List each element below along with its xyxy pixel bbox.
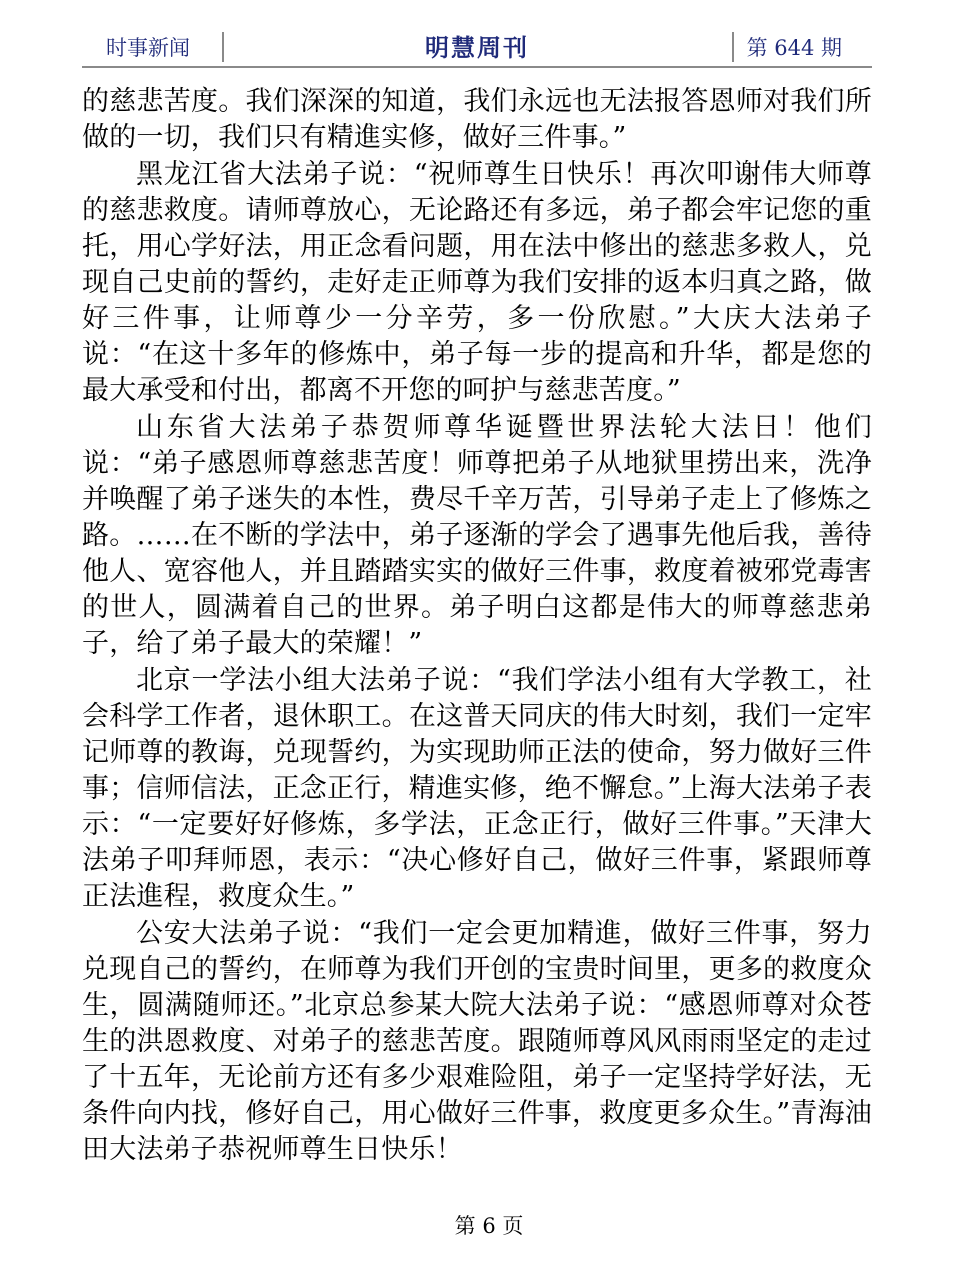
- publication-title: 明慧周刊: [425, 33, 529, 62]
- page-header: [82, 22, 872, 68]
- section-label: 时事新闻: [106, 36, 190, 60]
- header-rule: [82, 66, 872, 68]
- paragraph: 黑龙江省大法弟子说：“祝师尊生日快乐！再次叩谢伟大师尊的慈悲救度。请师尊放心，无论路还有多远，弟子都会牢记您的重托，用心学好法，用正念看问题，用在法中修出的慈悲多救人，兑现自己史前的誓约，走好走正师尊为我们安排的返本归真之路，做好三件事，让师尊少一分辛劳，多一份欣慰。”大庆大法弟子说：“在这十多年的修炼中，弟子每一步的提高和升华，都是您的最大承受和付出，都离不开您的呵护与慈悲苦度。”: [82, 159, 872, 406]
- paragraph-continued: 的慈悲苦度。我们深深的知道，我们永远也无法报答恩师对我们所做的一切，我们只有精進实修，做好三件事。”: [82, 86, 872, 153]
- paragraph: 北京一学法小组大法弟子说：“我们学法小组有大学教工，社会科学工作者，退休职工。在这普天同庆的伟大时刻，我们一定牢记师尊的教诲，兑现誓约，为实现助师正法的使命，努力做好三件事；信师信法，正念正行，精進实修，绝不懈怠。”上海大法弟子表示：“一定要好好修炼，多学法，正念正行，做好三件事。”天津大法弟子叩拜师恩，表示：“决心修好自己，做好三件事，紧跟师尊正法進程，救度众生。”: [82, 665, 872, 912]
- page-number: 第 6 页: [454, 1214, 524, 1238]
- issue-number: 第 644 期: [746, 36, 842, 60]
- header-divider-right: [732, 32, 734, 62]
- article-body: [82, 84, 872, 1168]
- paragraph: 山东省大法弟子恭贺师尊华诞暨世界法轮大法日！他们说：“弟子感恩师尊慈悲苦度！师尊把弟子从地狱里捞出来，洗净并唤醒了弟子迷失的本性，费尽千辛万苦，引导弟子走上了修炼之路。……在不断的学法中，弟子逐渐的学会了遇事先他后我，善待他人、宽容他人，并且踏踏实实的做好三件事，救度着被邪党毒害的世人，圆满着自己的世界。弟子明白这都是伟大的师尊慈悲弟子，给了弟子最大的荣耀！”: [82, 412, 872, 659]
- paragraph: 公安大法弟子说：“我们一定会更加精進，做好三件事，努力兑现自己的誓约，在师尊为我们开创的宝贵时间里，更多的救度众生，圆满随师还。”北京总参某大院大法弟子说：“感恩师尊对众苍生的洪恩救度、对弟子的慈悲苦度。跟随师尊风风雨雨坚定的走过了十五年，无论前方还有多少艰难险阻，弟子一定坚持学好法，无条件向内找，修好自己，用心做好三件事，救度更多众生。”青海油田大法弟子恭祝师尊生日快乐！: [82, 918, 872, 1165]
